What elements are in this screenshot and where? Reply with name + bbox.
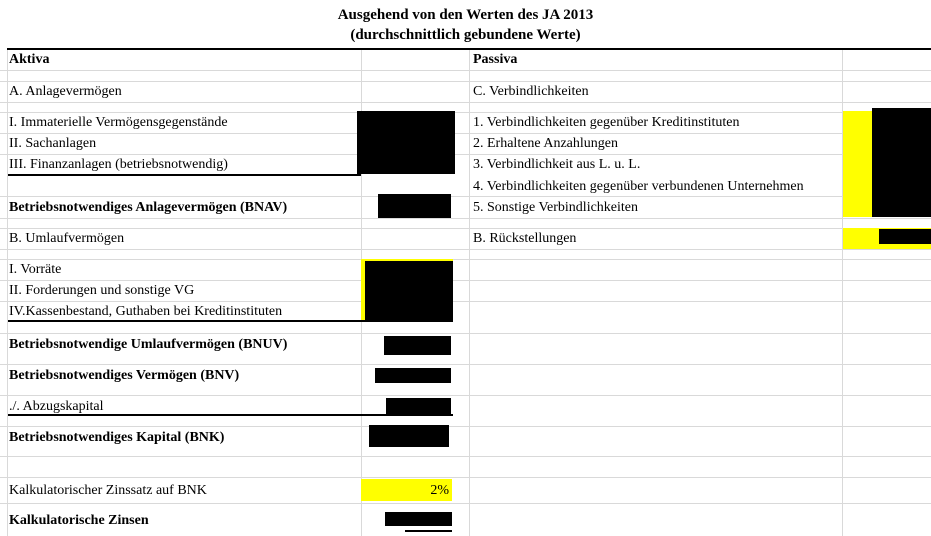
header-border [7, 48, 931, 50]
gridline [0, 395, 931, 396]
anlagevermoegen-label: A. Anlagevermögen [9, 84, 122, 99]
gridline [0, 301, 931, 302]
gridline [469, 50, 470, 536]
passiva-item: 1. Verbindlichkeiten gegenüber Kreditinstituten [473, 115, 740, 130]
passiva-item: 5. Sonstige Verbindlichkeiten [473, 200, 638, 215]
redacted-value-bnv[interactable] [375, 368, 451, 383]
passiva-header: Passiva [473, 52, 518, 67]
av-item: II. Sachanlagen [9, 136, 97, 151]
subtotal-border-av [8, 174, 361, 176]
gridline [0, 218, 931, 219]
passiva-item: 3. Verbindlichkeit aus L. u. L. [473, 157, 641, 172]
gridline [0, 426, 931, 427]
umlaufvermoegen-label: B. Umlaufvermögen [9, 231, 125, 246]
gridline [0, 364, 931, 365]
redacted-value-zinsen[interactable] [385, 512, 452, 526]
uv-item: II. Forderungen und sonstige VG [9, 283, 195, 298]
gridline [0, 456, 931, 457]
av-item: I. Immaterielle Vermögensgegenstände [9, 115, 228, 130]
gridline [0, 228, 931, 229]
zinssatz-label: Kalkulatorischer Zinssatz auf BNK [9, 483, 207, 498]
verbindlichkeiten-label: C. Verbindlichkeiten [473, 84, 589, 99]
av-item: III. Finanzanlagen (betriebsnotwendig) [9, 157, 228, 172]
redacted-value-av-items[interactable] [357, 111, 455, 174]
aktiva-header: Aktiva [9, 52, 50, 67]
zinssatz-value: 2% [430, 483, 449, 498]
bnv-label: Betriebsnotwendiges Vermögen (BNV) [9, 368, 240, 383]
gridline [0, 133, 931, 134]
redacted-value-rueckstellungen[interactable] [879, 229, 931, 244]
gridline [0, 70, 931, 71]
gridline [0, 196, 931, 197]
passiva-item: 2. Erhaltene Anzahlungen [473, 136, 619, 151]
page-subtitle: (durchschnittlich gebundene Werte) [350, 27, 581, 43]
rueckstellungen-label: B. Rückstellungen [473, 231, 577, 246]
underline-zinsen [405, 530, 452, 532]
redacted-value-abzugskapital[interactable] [386, 398, 451, 414]
gridline [0, 503, 931, 504]
redacted-value-bnk[interactable] [369, 425, 449, 447]
zinsen-label: Kalkulatorische Zinsen [9, 513, 149, 528]
abzugskapital-label: ./. Abzugskapital [9, 399, 104, 414]
gridline [0, 259, 931, 260]
gridline [0, 333, 931, 334]
redacted-value-passiva-items[interactable] [872, 108, 931, 217]
bnuv-label: Betriebsnotwendige Umlaufvermögen (BNUV) [9, 337, 288, 352]
redacted-value-uv-items[interactable] [365, 261, 453, 320]
bnav-label: Betriebsnotwendiges Anlagevermögen (BNAV) [9, 200, 288, 215]
gridline [0, 112, 931, 113]
bnk-label: Betriebsnotwendiges Kapital (BNK) [9, 430, 225, 445]
uv-item: IV.Kassenbestand, Guthaben bei Kreditinstituten [9, 304, 283, 319]
gridline [7, 50, 8, 536]
passiva-item: 4. Verbindlichkeiten gegenüber verbundenen Unternehmen [473, 179, 804, 194]
uv-item: I. Vorräte [9, 262, 62, 277]
redacted-value-bnav[interactable] [378, 194, 451, 218]
gridline [0, 280, 931, 281]
gridline [0, 154, 931, 155]
gridline [0, 102, 931, 103]
gridline [0, 81, 931, 82]
gridline [0, 249, 931, 250]
gridline [0, 477, 931, 478]
redacted-value-bnuv[interactable] [384, 336, 451, 355]
page-title: Ausgehend von den Werten des JA 2013 [337, 7, 594, 23]
